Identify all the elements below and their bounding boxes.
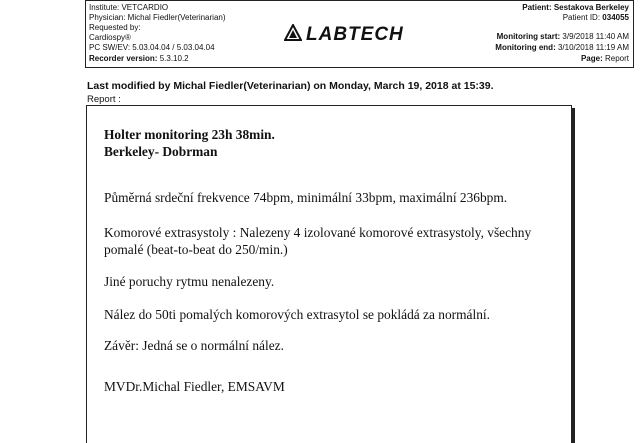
monitoring-end [495,43,629,53]
page-label: Page: [580,54,603,63]
report-body [86,105,572,443]
labtech-logo [284,23,404,47]
ventricular-extrasystoles-line2: pomalé (beat-to-beat do 250/min.) [104,242,288,257]
monitoring-start-label: Monitoring start: [496,32,561,41]
heart-rate-summary: Půměrná srdeční frekvence 74bpm, minimální 33bpm, maximální 236bpm. [104,190,508,205]
ventricular-extrasystoles-line1: Komorové extrasystoly : Nalezeny 4 izolované komorové extrasystoly, všechny [104,225,532,240]
software-name: Cardiospy® [89,33,131,42]
recorder-version [89,54,189,64]
normal-finding-note: Nález do 50ti pomalých komorových extrasytol se pokládá za normální. [104,307,490,322]
patient-name: Patient: Sestakova Berkeley [522,3,629,12]
other-arrhythmia: Jiné poruchy rytmu nenalezeny. [104,274,275,289]
report-box-shadow [572,108,575,443]
labtech-logo-text: LABTECH [306,24,404,45]
page-value: Report [604,54,629,63]
pc-sw-version: PC SW/EV: 5.03.04.04 / 5.03.04.04 [89,43,215,52]
labtech-triangle-icon [284,24,302,47]
report-header [85,0,634,68]
conclusion: Závěr: Jedná se o normální nález. [104,338,284,353]
monitoring-end-label: Monitoring end: [495,43,556,52]
requested-by: Requested by: [89,23,141,32]
monitoring-end-value: 3/10/2018 11:19 AM [557,43,629,52]
signature: MVDr.Michal Fiedler, EMSAVM [104,379,285,394]
recorder-version-value: 5.3.10.2 [159,54,189,63]
patient-breed: Berkeley- Dobrman [104,144,218,159]
recorder-version-label: Recorder version: [89,54,158,63]
patient-id-label: Patient ID: [562,13,601,22]
last-modified: Last modified by Michal Fiedler(Veterinarian) on Monday, March 19, 2018 at 15:39. [87,80,494,92]
page-indicator [581,54,629,64]
patient-id [563,13,629,23]
monitoring-start [497,32,629,42]
report-label: Report : [87,94,121,105]
physician: Physician: Michal Fiedler(Veterinarian) [89,13,226,22]
monitoring-start-value: 3/9/2018 11:40 AM [562,32,629,41]
patient-id-value: 034055 [602,13,629,22]
institute: Institute: VETCARDIO [89,3,169,12]
report-title: Holter monitoring 23h 38min. [104,127,275,142]
